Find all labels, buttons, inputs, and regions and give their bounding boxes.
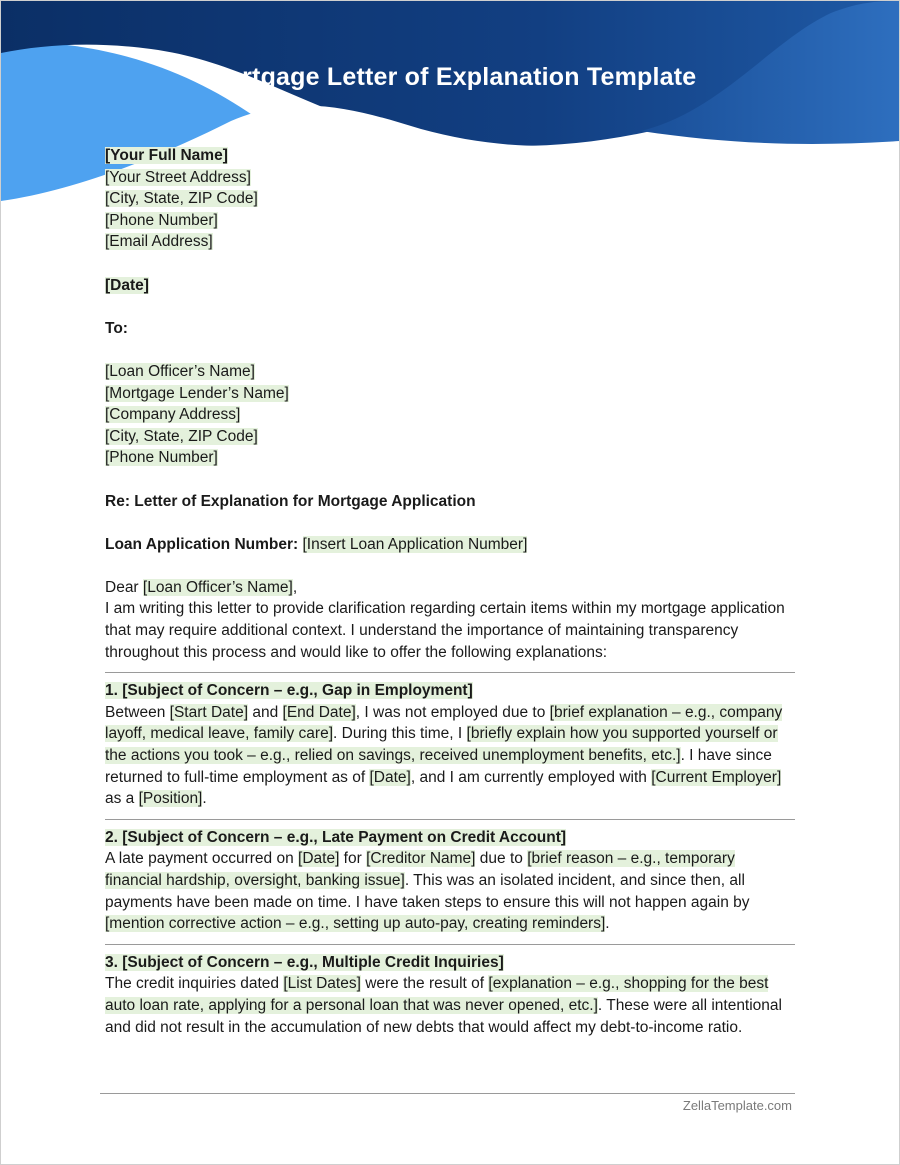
letter-date: [Date] (105, 276, 149, 294)
sender-block (105, 145, 795, 167)
recipient-lender: [Mortgage Lender’s Name] (105, 384, 289, 402)
section-2-heading: 2. [Subject of Concern – e.g., Late Payment on Credit Account] (105, 828, 567, 846)
document-title: Mortgage Letter of Explanation Template (205, 63, 697, 91)
sender-city: [City, State, ZIP Code] (105, 190, 258, 208)
section-3-heading: 3. [Subject of Concern – e.g., Multiple Credit Inquiries] (105, 953, 504, 971)
recipient-city: [City, State, ZIP Code] (105, 427, 258, 445)
letter-body (105, 145, 795, 1038)
section-1-text: Between [Start Date] and [End Date], I was not employed due to [brief explanation – e.g., company layoff, medical leave, family care]. During this time, I [briefly explain how you supported yourself or the actions you took – e.g., relied on savings, received unemployment benefits, etc.]. I have since returned to full-time employment as of [Date], and I am currently employed with [Current Employer] as a [Position]. (105, 703, 783, 808)
salutation-prefix: Dear (105, 578, 143, 596)
sender-phone: [Phone Number] (105, 211, 218, 229)
loan-number-value: [Insert Loan Application Number] (302, 535, 528, 553)
recipient-officer: [Loan Officer’s Name] (105, 362, 255, 380)
re-line: Re: Letter of Explanation for Mortgage Application (105, 492, 476, 510)
sender-email: [Email Address] (105, 233, 213, 251)
section-divider (105, 944, 795, 945)
section-2 (105, 827, 795, 935)
footer-credit: ZellaTemplate.com (682, 1098, 792, 1113)
section-2-text: A late payment occurred on [Date] for [Creditor Name] due to [brief reason – e.g., temporary financial hardship, oversight, banking issue]. This was an isolated incident, and since then, all payments have been made on time. I have taken steps to ensure this will not happen again by [mention corrective action – e.g., setting up auto-pay, creating reminders]. (105, 850, 750, 933)
section-3 (105, 952, 795, 1038)
section-3-text: The credit inquiries dated [List Dates] were the result of [explanation – e.g., shopping for the best auto loan rate, applying for a personal loan that was never opened, etc.]. These were all intentional and did not result in the accumulation of new debts that would affect my debt-to-income ratio. (105, 975, 782, 1036)
recipient-phone: [Phone Number] (105, 449, 218, 467)
salutation-suffix: , (292, 578, 298, 596)
section-1-heading: 1. [Subject of Concern – e.g., Gap in Employment] (105, 682, 473, 700)
loan-number-label: Loan Application Number: (105, 535, 299, 553)
sender-street: [Your Street Address] (105, 168, 251, 186)
salutation-name: [Loan Officer’s Name] (142, 578, 293, 596)
section-divider (105, 672, 795, 673)
section-1 (105, 680, 795, 810)
to-label: To: (105, 319, 128, 337)
intro-paragraph: I am writing this letter to provide clarification regarding certain items within my mortgage application that may require additional context. I understand the importance of maintaining transparency throughout this process and would like to offer the following explanations: (105, 600, 785, 661)
section-divider (105, 819, 795, 820)
recipient-address: [Company Address] (105, 406, 241, 424)
footer-divider (100, 1093, 795, 1094)
salutation (105, 577, 795, 599)
sender-name: [Your Full Name] (105, 147, 228, 164)
loan-number-line (105, 534, 795, 556)
